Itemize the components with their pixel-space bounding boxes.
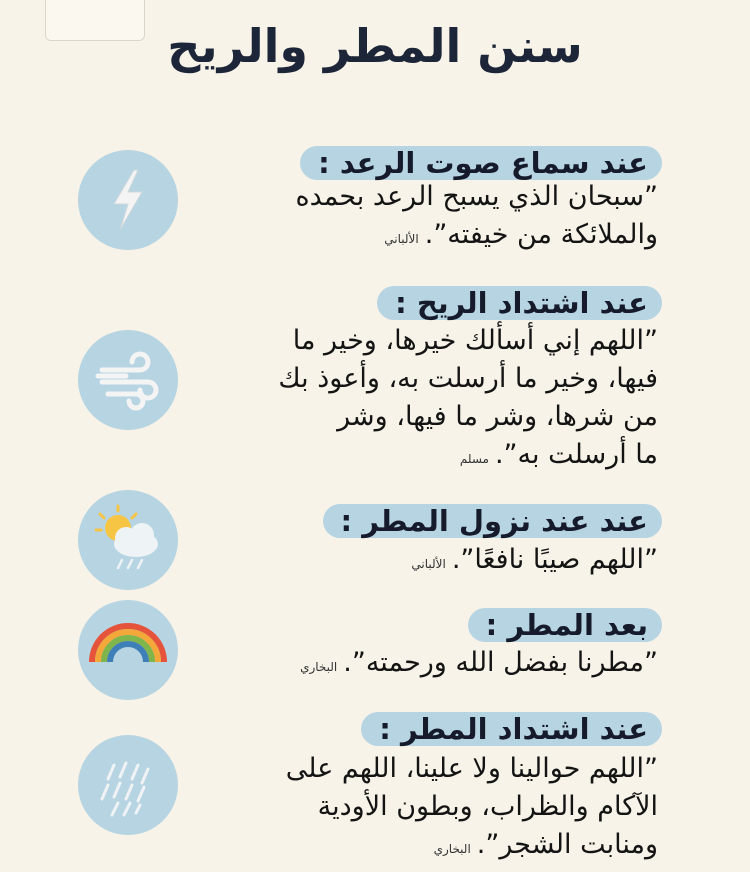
sun-cloud-rain-icon — [78, 490, 178, 590]
section-heading-wind: عند اشتداد الريح : — [377, 286, 662, 320]
section-line: ”اللهم صيبًا نافعًا”. — [451, 544, 658, 575]
section-line: ومنابت الشجر”. — [476, 829, 658, 860]
page-title: سنن المطر والريح — [167, 19, 583, 73]
section-heading-after-rain: بعد المطر : — [468, 608, 662, 642]
source-label: البخاري — [433, 842, 471, 856]
section-body-thunder — [258, 178, 658, 258]
section-line: ”اللهم إني أسألك خيرها، وخير ما — [292, 325, 658, 356]
section-line: ما أرسلت به”. — [494, 439, 658, 470]
section-body-wind — [258, 322, 658, 478]
source-label: البخاري — [300, 660, 338, 674]
section-body-rain — [258, 541, 658, 583]
section-heading-heavy-rain: عند اشتداد المطر : — [361, 712, 662, 746]
section-heading-thunder: عند سماع صوت الرعد : — [300, 146, 662, 180]
section-line: ”اللهم حوالينا ولا علينا، اللهم على — [285, 753, 658, 784]
source-label: مسلم — [459, 452, 489, 466]
rainbow-icon — [78, 600, 178, 700]
section-body-after-rain — [258, 644, 658, 686]
lightning-icon — [78, 150, 178, 250]
section-line: من شرها، وشر ما فيها، وشر — [337, 401, 658, 432]
source-label: الألباني — [384, 232, 419, 246]
section-heading-rain: عند عند نزول المطر : — [323, 504, 662, 538]
section-body-heavy-rain — [258, 750, 658, 868]
section-line: ”مطرنا بفضل الله ورحمته”. — [343, 647, 658, 678]
section-line: ”سبحان الذي يسبح الرعد بحمده — [295, 181, 658, 212]
source-label: الألباني — [411, 557, 446, 571]
section-line: والملائكة من خيفته”. — [424, 219, 658, 250]
section-line: فيها، وخير ما أرسلت به، وأعوذ بك — [278, 363, 658, 394]
section-line: الآكام والظراب، وبطون الأودية — [317, 791, 658, 822]
wind-icon — [78, 330, 178, 430]
heavy-rain-icon — [78, 735, 178, 835]
